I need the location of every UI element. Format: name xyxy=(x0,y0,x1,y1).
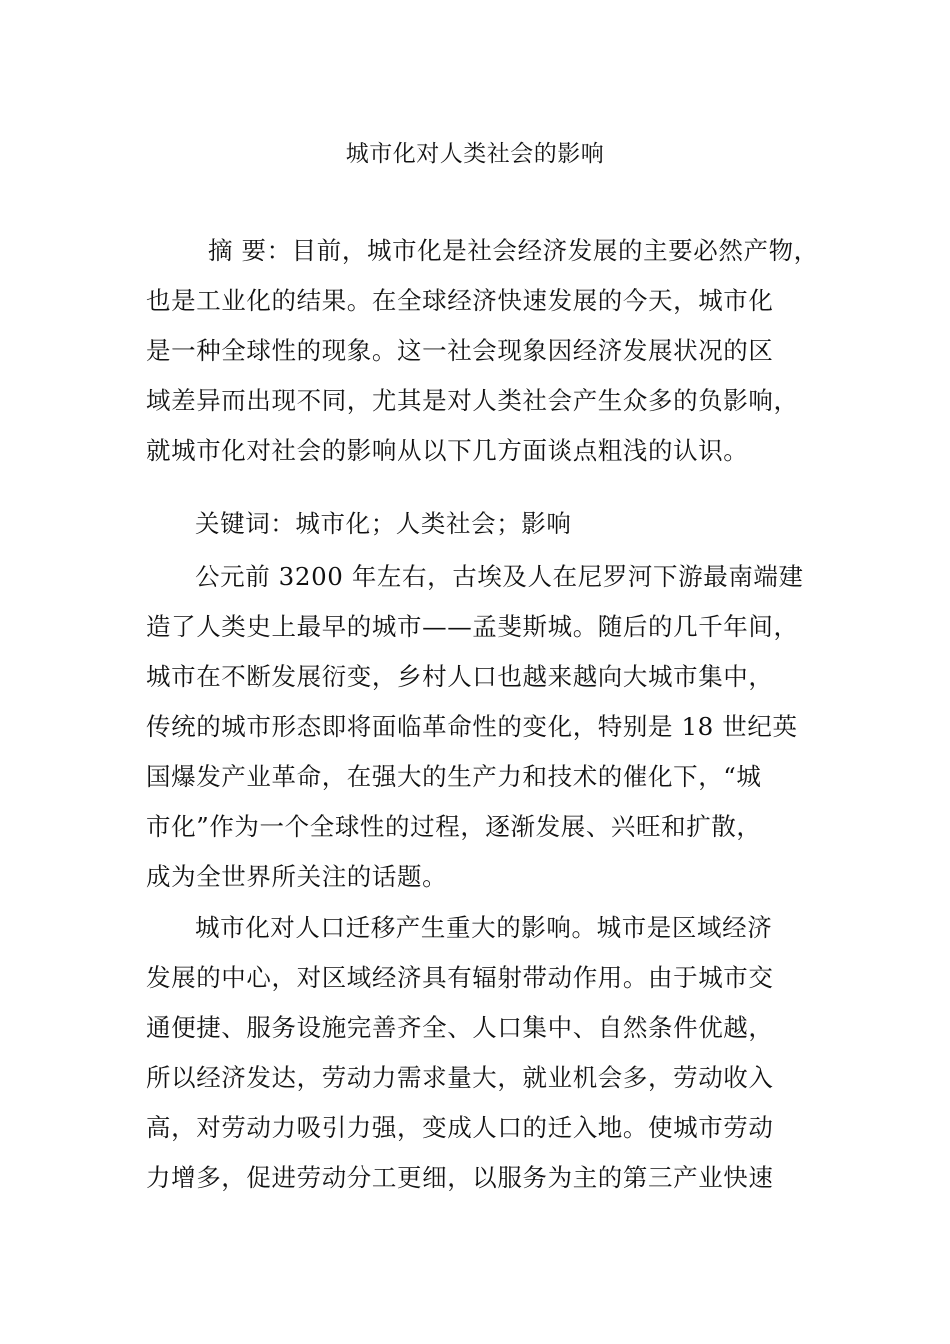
document-title: 城市化对人类社会的影响 xyxy=(345,141,605,167)
keywords-line: 关键词：城市化；人类社会；影响 xyxy=(195,509,572,538)
paragraph-line: 通便捷、服务设施完善齐全、人口集中、自然条件优越， xyxy=(146,1013,774,1042)
paragraph-line: 成为全世界所关注的话题。 xyxy=(146,862,448,891)
abstract-line: 域差异而出现不同，尤其是对人类社会产生众多的负影响， xyxy=(146,386,799,415)
paragraph-line: 城市化对人口迁移产生重大的影响。城市是区域经济 xyxy=(195,913,773,942)
paragraph-line: 高，对劳动力吸引力强，变成人口的迁入地。使城市劳动 xyxy=(146,1113,774,1142)
paragraph-line: 传统的城市形态即将面临革命性的变化，特别是 18 世纪英 xyxy=(146,712,798,741)
abstract-line: 也是工业化的结果。在全球经济快速发展的今天，城市化 xyxy=(146,286,774,315)
paragraph-line: 所以经济发达，劳动力需求量大，就业机会多，劳动收入 xyxy=(146,1063,774,1092)
paragraph-line: 城市在不断发展衍变，乡村人口也越来越向大城市集中， xyxy=(146,662,774,691)
abstract-line: 是一种全球性的现象。这一社会现象因经济发展状况的区 xyxy=(146,336,774,365)
paragraph-line: 发展的中心，对区域经济具有辐射带动作用。由于城市交 xyxy=(146,963,774,992)
paragraph-line: 市化”作为一个全球性的过程，逐渐发展、兴旺和扩散， xyxy=(146,812,762,841)
paragraph-line: 力增多，促进劳动分工更细，以服务为主的第三产业快速 xyxy=(146,1163,774,1192)
paragraph-line: 造了人类史上最早的城市——孟斐斯城。随后的几千年间， xyxy=(146,612,799,641)
abstract-line: 就城市化对社会的影响从以下几方面谈点粗浅的认识。 xyxy=(146,436,749,465)
paragraph-line: 国爆发产业革命，在强大的生产力和技术的催化下，“城 xyxy=(146,762,762,791)
abstract-line: 摘 要：目前，城市化是社会经济发展的主要必然产物， xyxy=(208,236,819,265)
paragraph-line: 公元前 3200 年左右，古埃及人在尼罗河下游最南端建 xyxy=(195,562,804,591)
